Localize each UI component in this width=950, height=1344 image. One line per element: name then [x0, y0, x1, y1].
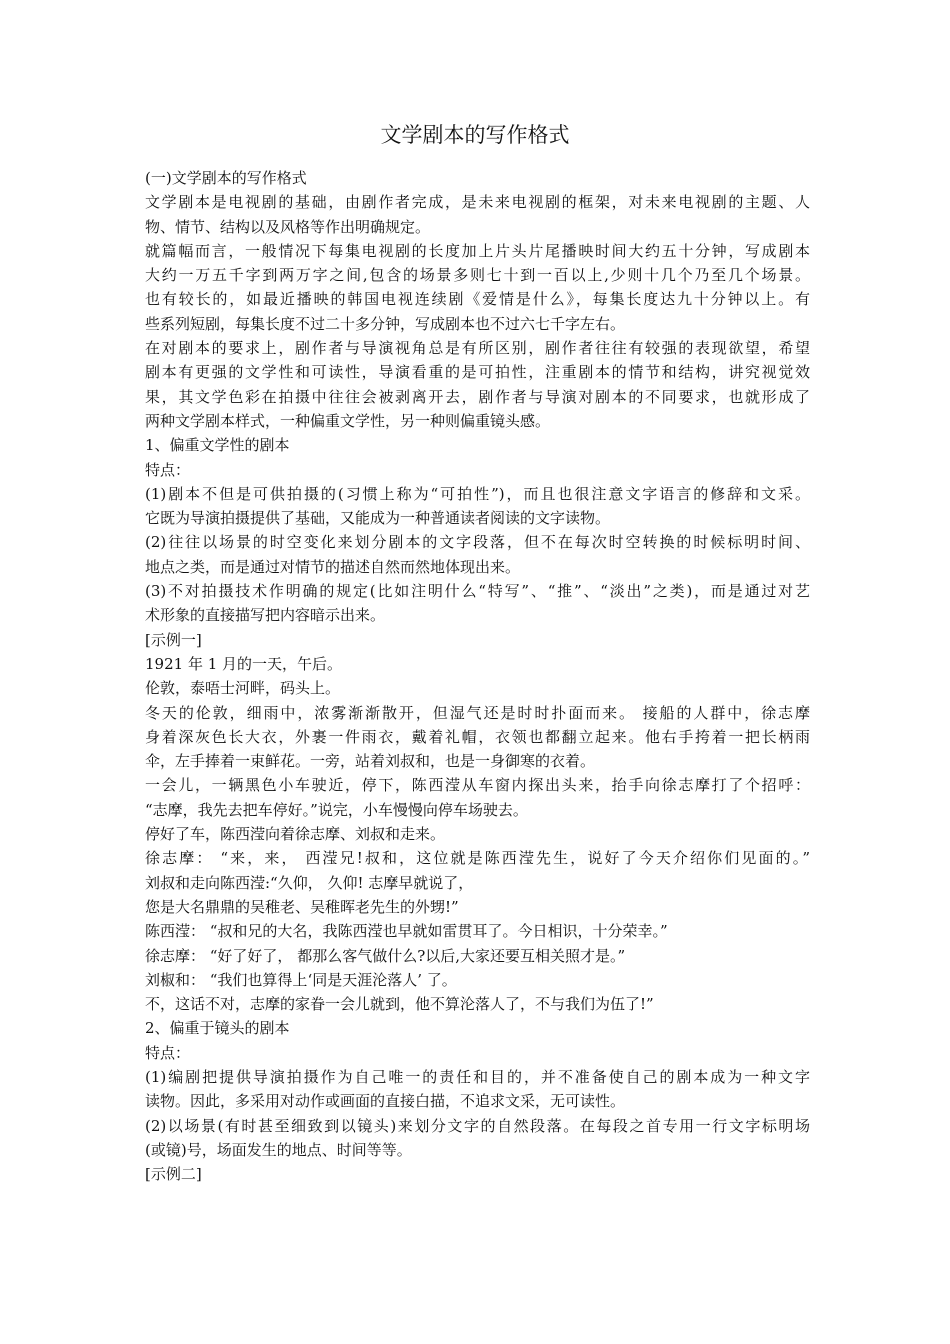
text-line: 地点之类，而是通过对情节的描述自然而然地体现出来。	[145, 557, 521, 576]
text-line: 物、情节、结构以及风格等作出明确规定。	[145, 217, 431, 236]
text-line: (1)编剧把提供导演拍摄作为自己唯一的责任和目的，并不准备使自己的剧本成为一种文字	[145, 1067, 810, 1086]
text-line: [示例二]	[145, 1165, 202, 1184]
text-line: [示例一]	[145, 630, 202, 649]
text-line: (一)文学剧本的写作格式	[145, 169, 307, 187]
text-line: (2)往往以场景的时空变化来划分剧本的文字段落，但不在每次时空转换的时候标明时间、	[145, 533, 810, 552]
text-line: 伦敦，泰唔士河畔，码头上。	[145, 679, 341, 698]
text-line: (2)以场景(有时甚至细致到以镜头)来划分文字的自然段落。在每段之首专用一行文字标明场	[145, 1116, 810, 1135]
text-line: 停好了车，陈西滢向着徐志摩、刘叔和走来。	[145, 825, 446, 844]
text-line: 1、偏重文学性的剧本	[145, 436, 290, 455]
text-line: 些系列短剧，每集长度不过二十多分钟，写成剧本也不过六七千字左右。	[145, 314, 626, 333]
text-line: 徐志摩： “好了好了， 都那么客气做什么?以后,大家还要互相关照才是。”	[145, 946, 626, 965]
text-line: 伞，左手捧着一束鲜花。一旁，站着刘叔和，也是一身御寒的衣着。	[145, 752, 596, 771]
text-line: 特点：	[145, 1043, 191, 1062]
text-line: 2、偏重于镜头的剧本	[145, 1019, 290, 1038]
text-line: 身着深灰色长大衣，外裹一件雨衣，戴着礼帽，衣领也都翻立起来。他右手挎着一把长柄雨	[145, 727, 810, 746]
text-line: 陈西滢： “叔和兄的大名，我陈西滢也早就如雷贯耳了。今日相识，十分荣幸。”	[145, 922, 668, 941]
text-line: (或镜)号，场面发生的地点、时间等等。	[145, 1140, 412, 1159]
text-line: 刘叔和走向陈西滢:“久仰， 久仰! 志摩早就说了，	[145, 873, 474, 892]
text-line: 刘椒和： “我们也算得上‘同是天涯沦落人’ 了。	[145, 970, 457, 989]
text-line: 冬天的伦敦，细雨中，浓雾渐渐散开，但湿气还是时时扑面而来。 接船的人群中，徐志摩	[145, 703, 810, 722]
text-line: 果，其文学色彩在拍摄中往往会被剥离开去，剧作者与导演对剧本的不同要求，也就形成了	[145, 387, 810, 406]
text-line: 特点：	[145, 460, 191, 479]
text-line: 您是大名鼎鼎的吴稚老、吴稚晖老先生的外甥!”	[145, 897, 459, 916]
document-title: 文学剧本的写作格式	[380, 123, 570, 147]
text-line: 大约一万五千字到两万字之间,包含的场景多则七十到一百以上,少则十几个乃至几个场景。	[145, 266, 810, 285]
text-line: 在对剧本的要求上，剧作者与导演视角总是有所区别，剧作者往往有较强的表现欲望，希望	[145, 339, 810, 358]
text-line: 文学剧本是电视剧的基础，由剧作者完成，是未来电视剧的框架，对未来电视剧的主题、人	[145, 193, 810, 212]
text-line: 两种文学剧本样式，一种偏重文学性，另一种则偏重镜头感。	[145, 411, 551, 430]
text-line: 读物。因此，多采用对动作或画面的直接白描，不追求文采，无可读性。	[145, 1092, 626, 1111]
text-line: 也有较长的，如最近播映的韩国电视连续剧《爱情是什么》，每集长度达九十分钟以上。有	[145, 290, 810, 309]
text-line: “志摩，我先去把车停好。”说完，小车慢慢向停车场驶去。	[145, 800, 528, 819]
text-line: 徐志摩： “来，来， 西滢兄!叔和，这位就是陈西滢先生，说好了今天介绍你们见面的。”	[145, 849, 810, 868]
document-body	[145, 166, 810, 1186]
text-line: 一会儿，一辆黑色小车驶近，停下，陈西滢从车窗内探出头来，抬手向徐志摩打了个招呼：	[145, 776, 810, 795]
text-line: 不，这话不对，志摩的家眷一会儿就到，他不算沦落人了，不与我们为伍了!”	[145, 995, 654, 1014]
text-line: 剧本有更强的文学性和可读性，导演看重的是可拍性，注重剧本的情节和结构，讲究视觉效	[145, 363, 810, 382]
text-line: (1)剧本不但是可供拍摄的(习惯上称为“可拍性”)，而且也很注意文字语言的修辞和文采。	[145, 484, 810, 503]
text-line: (3)不对拍摄技术作明确的规定(比如注明什么“特写”、“推”、“淡出”之类)，而是通过对艺	[145, 582, 810, 601]
text-line: 1921 年 1 月的一天，午后。	[145, 654, 343, 673]
text-line: 术形象的直接描写把内容暗示出来。	[145, 606, 386, 625]
text-line: 就篇幅而言，一般情况下每集电视剧的长度加上片头片尾播映时间大约五十分钟，写成剧本	[145, 241, 810, 260]
text-line: 它既为导演拍摄提供了基础，又能成为一种普通读者阅读的文字读物。	[145, 509, 611, 528]
